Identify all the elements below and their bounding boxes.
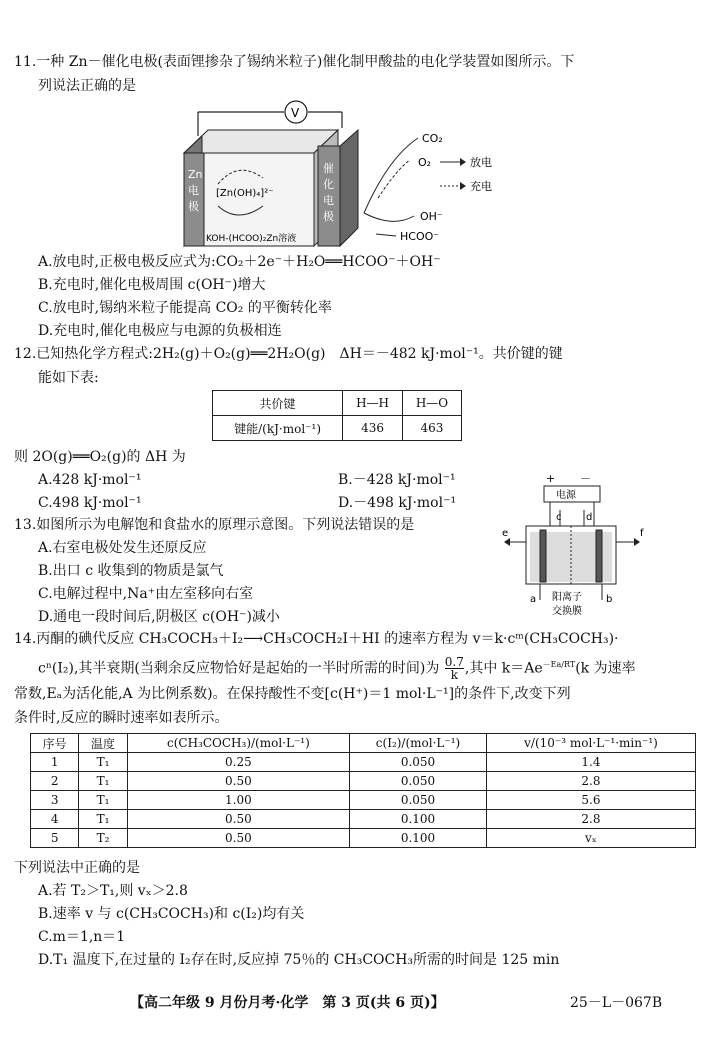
cell: 1 bbox=[31, 753, 79, 772]
cell: 3 bbox=[31, 791, 79, 810]
cell: 1.4 bbox=[486, 753, 695, 772]
cell: 5 bbox=[31, 829, 79, 848]
q12-th-ho: H—O bbox=[402, 391, 461, 416]
q11-option-c: C.放电时,锡纳米粒子能提高 CO₂ 的平衡转化率 bbox=[38, 300, 332, 316]
cell: 0.25 bbox=[127, 753, 349, 772]
q13-stem: 13.如图所示为电解饱和食盐水的原理示意图。下列说法错误的是 bbox=[14, 517, 415, 533]
q14-fraction bbox=[445, 656, 464, 681]
legend-charge: 充电 bbox=[470, 180, 492, 193]
q14-option-d: D.T₁ 温度下,在过量的 I₂存在时,反应掉 75％的 CH₃COCH₃所需的时间是 125 min bbox=[38, 952, 560, 968]
q11-stem-line1: 11.一种 Zn－催化电极(表面锂掺杂了锡纳米粒子)催化制甲酸盐的电化学装置如图所示。下 bbox=[14, 54, 575, 70]
label-f: f bbox=[640, 528, 644, 539]
zn-label-2: 电 bbox=[188, 184, 199, 197]
q14-option-b: B.速率 v 与 c(CH₃COCH₃)和 c(I₂)均有关 bbox=[38, 906, 305, 922]
q14-line2 bbox=[38, 655, 636, 681]
q14-frac-num: 0.7 bbox=[444, 655, 464, 670]
q14-th-iodine: c(I₂)/(mol·L⁻¹) bbox=[350, 734, 487, 753]
q12-stem-line1: 12.已知热化学方程式:2H₂(g)＋O₂(g)══2H₂O(g) ΔH＝－482 kJ·mol⁻¹。共价键的键 bbox=[14, 346, 563, 362]
cell: T₂ bbox=[79, 829, 127, 848]
q13-option-a: A.右室电极处发生还原反应 bbox=[38, 540, 207, 556]
cell: T₁ bbox=[79, 772, 127, 791]
q11-option-d: D.充电时,催化电极应与电源的负极相连 bbox=[38, 323, 282, 339]
q14-line2b: ,其中 k＝Ae bbox=[464, 660, 543, 677]
q14-line4: 条件时,反应的瞬时速率如表所示。 bbox=[14, 710, 229, 726]
o2-label: O₂ bbox=[418, 156, 432, 169]
q12-stem-line2: 能如下表: bbox=[38, 370, 99, 386]
q12-td-ho: 463 bbox=[402, 416, 461, 441]
hcoo-label: HCOO⁻ bbox=[400, 230, 440, 243]
solution-label: KOH-(HCOO)₂Zn溶液 bbox=[206, 234, 297, 244]
label-a: a bbox=[530, 594, 537, 605]
q14-line3: 常数,Eₐ为活化能,A 为比例系数)。在保持酸性不变[c(H⁺)＝1 mol·L⁻¹]的条件下,改变下列 bbox=[14, 686, 571, 702]
voltmeter-label: V bbox=[291, 106, 300, 120]
q12-th-bond: 共价键 bbox=[213, 391, 343, 416]
q12-option-b: B.－428 kJ·mol⁻¹ bbox=[338, 472, 456, 488]
q12-option-c: C.498 kJ·mol⁻¹ bbox=[38, 495, 142, 511]
q14-th-acetone: c(CH₃COCH₃)/(mol·L⁻¹) bbox=[127, 734, 349, 753]
q12-option-d: D.－498 kJ·mol⁻¹ bbox=[338, 495, 457, 511]
cell: vₓ bbox=[486, 829, 695, 848]
q12-option-a: A.428 kJ·mol⁻¹ bbox=[38, 472, 142, 488]
q14-line2a: cⁿ(I₂),其半衰期(当剩余反应物恰好是起始的一半时所需的时间)为 bbox=[38, 660, 440, 677]
q14-option-c: C.m＝1,n＝1 bbox=[38, 929, 126, 945]
q14-th-rate: v/(10⁻³ mol·L⁻¹·min⁻¹) bbox=[486, 734, 695, 753]
q12-td-hh: 436 bbox=[343, 416, 403, 441]
q14-frac-den: k bbox=[450, 668, 458, 683]
q13-option-c: C.电解过程中,Na⁺由左室移向右室 bbox=[38, 586, 254, 602]
page-footer-title: 【高二年级 9 月份月考·化学 第 3 页(共 6 页)】 bbox=[130, 995, 445, 1011]
zn-label-3: 极 bbox=[188, 200, 199, 213]
q11-stem-line2: 列说法正确的是 bbox=[38, 78, 136, 94]
q14-line2c: (k 为速率 bbox=[575, 660, 636, 677]
cell: 0.50 bbox=[127, 772, 349, 791]
oh-label: OH⁻ bbox=[420, 210, 443, 223]
q14-line1: 14.丙酮的碘代反应 CH₃COCH₃＋I₂⟶CH₃COCH₂I＋HI 的速率方程为 v＝k·cᵐ(CH₃COCH₃)· bbox=[14, 631, 619, 647]
q14-th-temp: 温度 bbox=[79, 734, 127, 753]
cell: T₁ bbox=[79, 791, 127, 810]
label-e: e bbox=[502, 528, 509, 539]
q14-table bbox=[30, 733, 696, 848]
cell: 2 bbox=[31, 772, 79, 791]
cat-label-1: 催 bbox=[323, 162, 334, 175]
cell: 2.8 bbox=[486, 810, 695, 829]
minus-label: － bbox=[580, 472, 591, 485]
q11-figure bbox=[178, 98, 518, 248]
table-row bbox=[31, 772, 696, 791]
legend-discharge: 放电 bbox=[470, 156, 492, 169]
outlet-d: d bbox=[586, 512, 593, 523]
q14-th-no: 序号 bbox=[31, 734, 79, 753]
cell: 0.100 bbox=[350, 829, 487, 848]
q11-option-b: B.充电时,催化电极周围 c(OH⁻)增大 bbox=[38, 277, 266, 293]
page-footer-code: 25－L－067B bbox=[570, 995, 663, 1011]
table-row bbox=[31, 810, 696, 829]
co2-label: CO₂ bbox=[422, 132, 443, 145]
complex-label: [Zn(OH)₄]²⁻ bbox=[216, 188, 274, 199]
membrane-label-2: 交换膜 bbox=[552, 606, 582, 617]
membrane-label-1: 阳离子 bbox=[552, 592, 582, 603]
cell: 1.00 bbox=[127, 791, 349, 810]
cat-label-2: 化 bbox=[323, 178, 334, 191]
q14-question: 下列说法中正确的是 bbox=[14, 860, 140, 876]
cell: 0.100 bbox=[350, 810, 487, 829]
plus-label: + bbox=[546, 472, 556, 485]
table-row bbox=[31, 791, 696, 810]
q12-table bbox=[212, 390, 462, 441]
q13-figure bbox=[500, 470, 650, 622]
cell: 5.6 bbox=[486, 791, 695, 810]
outlet-c: c bbox=[556, 512, 562, 523]
cell: 4 bbox=[31, 810, 79, 829]
cell: T₁ bbox=[79, 810, 127, 829]
q12-th-hh: H—H bbox=[343, 391, 403, 416]
q14-option-a: A.若 T₂＞T₁,则 vₓ＞2.8 bbox=[38, 883, 188, 899]
q13-option-d: D.通电一段时间后,阴极区 c(OH⁻)减小 bbox=[38, 609, 280, 625]
table-row bbox=[31, 753, 696, 772]
q12-question: 则 2O(g)══O₂(g)的 ΔH 为 bbox=[14, 449, 186, 465]
zn-label: Zn bbox=[188, 168, 203, 181]
cell: T₁ bbox=[79, 753, 127, 772]
power-label: 电源 bbox=[556, 490, 576, 501]
cell: 0.50 bbox=[127, 829, 349, 848]
q14-exp: －Ea/RT bbox=[542, 660, 576, 669]
cat-label-4: 极 bbox=[323, 210, 334, 223]
cell: 0.050 bbox=[350, 753, 487, 772]
cell: 0.50 bbox=[127, 810, 349, 829]
cell: 0.050 bbox=[350, 772, 487, 791]
q13-option-b: B.出口 c 收集到的物质是氯气 bbox=[38, 563, 224, 579]
table-row bbox=[31, 829, 696, 848]
cell: 2.8 bbox=[486, 772, 695, 791]
label-b: b bbox=[606, 594, 613, 605]
q11-option-a: A.放电时,正极电极反应式为:CO₂＋2e⁻＋H₂O══HCOO⁻＋OH⁻ bbox=[38, 254, 441, 270]
cell: 0.050 bbox=[350, 791, 487, 810]
q12-td-label: 键能/(kJ·mol⁻¹) bbox=[213, 416, 343, 441]
cat-label-3: 电 bbox=[323, 194, 334, 207]
